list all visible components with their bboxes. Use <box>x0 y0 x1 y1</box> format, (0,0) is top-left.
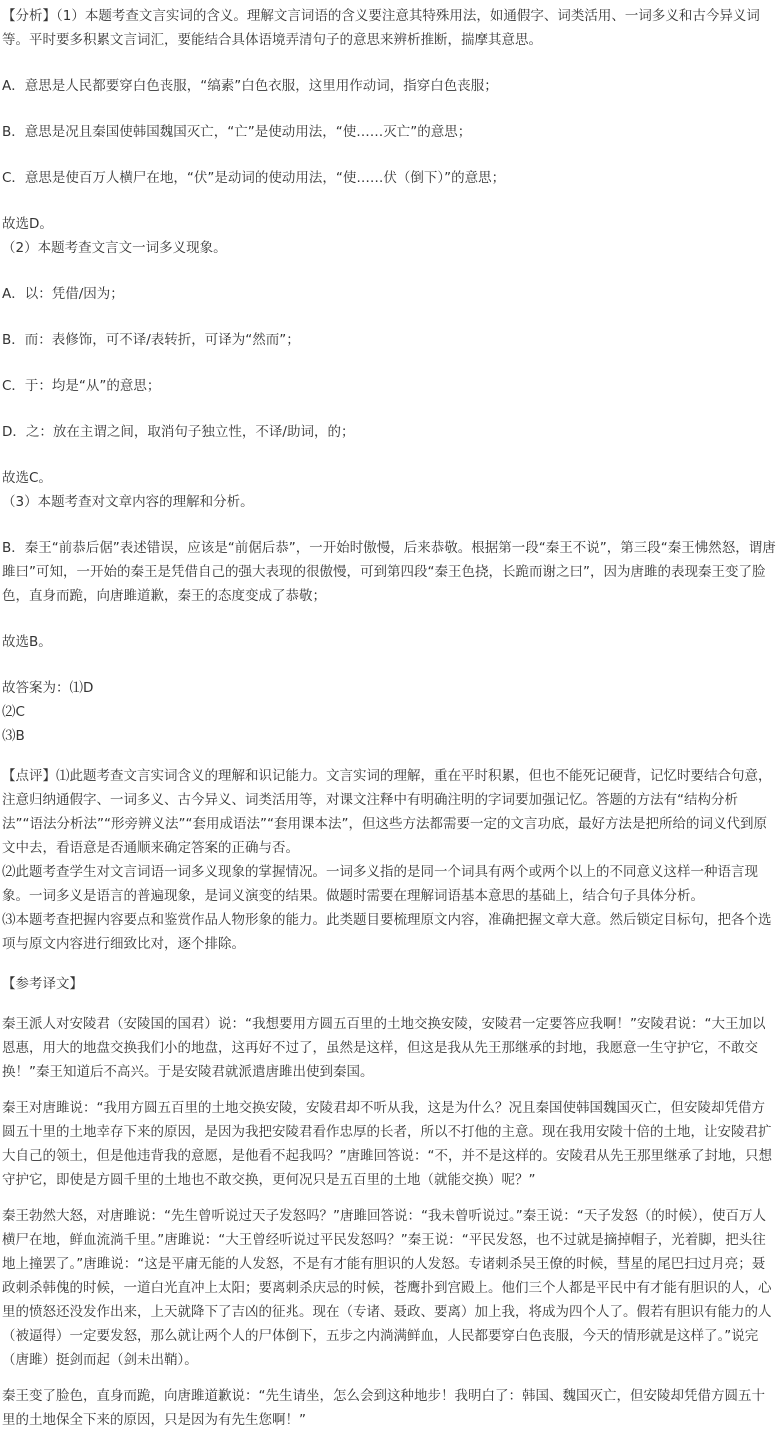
comment-paragraph-1: 【点评】⑴此题考查文言实词含义的理解和识记能力。文言实词的理解，重在平时积累，但也不能死记硬背，记忆时要结合句意，注意归纳通假字、一词多义、古今异义、词类活用等，对课文注释中有明确注明的字词要加强记忆。答题的方法有“结构分析法”“语法分析法”“形旁辨义法”“套用成语法”“套用课本法”，但这些方法都需要一定的文言功底，最好方法是把所给的词义代到原文中去，看语意是否通顺来确定答案的正确与否。 <box>2 768 772 856</box>
q2-option-b: B．而：表修饰，可不译/表转折，可译为“然而”； <box>2 332 300 348</box>
translation-paragraph-4: 秦王变了脸色，直身而跪，向唐雎道歉说：“先生请坐，怎么会到这种地步！我明白了：韩国、魏国灭亡，但安陵却凭借方圆五十里的土地保全下来的原因，只是因为有先生您啊！” <box>2 1388 765 1428</box>
q3-answer: 故选B。 <box>2 634 52 650</box>
q3-option-b: B．秦王“前恭后倨”表述错误，应该是“前倨后恭”，一开始时傲慢，后来恭敬。根据第一段“秦王不说”，第三段“秦王怫然怒，谓唐雎曰”可知，一开始的秦王是凭借自己的强大表现的很傲慢，可到第四段“秦王色挠，长跪而谢之曰”，因为唐雎的表现秦王变了脸色，直身而跪，向唐雎道歉，秦王的态度变成了恭敬； <box>2 540 776 604</box>
translation-paragraph-2: 秦王对唐雎说：“我用方圆五百里的土地交换安陵，安陵君却不听从我，这是为什么？况且秦国使韩国魏国灭亡，但安陵却凭借方圆五十里的土地幸存下来的原因，是因为我把安陵君看作忠厚的长者，所以不打他的主意。现在我用安陵十倍的土地，让安陵君扩大自己的领土，但是他违背我的意愿，是他看不起我吗？”唐雎回答说：“不，并不是这样的。安陵君从先王那里继承了封地，只想守护它，即使是方圆千里的土地也不敢交换，更何况只是五百里的土地（就能交换）呢？” <box>2 1100 772 1188</box>
final-answer-2: ⑵C <box>2 704 25 720</box>
final-answer-3: ⑶B <box>2 728 25 744</box>
final-answer-1: 故答案为：⑴D <box>2 680 94 696</box>
q1-option-c: C．意思是使百万人横尸在地，“伏”是动词的使动用法，“使……伏（倒下）”的意思； <box>2 170 506 186</box>
q1-option-b: B．意思是况且秦国使韩国魏国灭亡，“亡”是使动用法，“使……灭亡”的意思； <box>2 124 472 140</box>
q2-option-d: D．之：放在主谓之间，取消句子独立性，不译/助词，的； <box>2 424 355 440</box>
q3-intro: （3）本题考查对文章内容的理解和分析。 <box>2 494 254 510</box>
comment-paragraph-2: ⑵此题考查学生对文言词语一词多义现象的掌握情况。一词多义指的是同一个词具有两个或两个以上的不同意义这样一种语言现象。一词多义是语言的普遍现象，是词义演变的结果。做题时需要在理解词语基本意思的基础上，结合句子具体分析。 <box>2 864 758 904</box>
translation-paragraph-3: 秦王勃然大怒，对唐雎说：“先生曾听说过天子发怒吗？”唐雎回答说：“我未曾听说过。”秦王说：“天子发怒（的时候），使百万人横尸在地，鲜血流淌千里。”唐雎说：“大王曾经听说过平民发怒吗？”秦王说：“平民发怒，也不过就是摘掉帽子，光着脚，把头往地上撞罢了。”唐雎说：“这是平庸无能的人发怒，不是有才能有胆识的人发怒。专诸刺杀吴王僚的时候，彗星的尾巴扫过月亮；聂政刺杀韩傀的时候，一道白光直冲上太阳；要离刺杀庆忌的时候，苍鹰扑到宫殿上。他们三个人都是平民中有才能有胆识的人，心里的愤怒还没发作出来，上天就降下了吉凶的征兆。现在（专诸、聂政、要离）加上我，将成为四个人了。假若有胆识有能力的人（被逼得）一定要发怒，那么就让两个人的尸体倒下，五步之内淌满鲜血，人民都要穿白色丧服，今天的情形就是这样了。”说完（唐雎）挺剑而起（剑未出鞘）。 <box>2 1208 772 1368</box>
comment-paragraph-3: ⑶本题考查把握内容要点和鉴赏作品人物形象的能力。此类题目要梳理原文内容，准确把握文章大意。然后锁定目标句，把各个选项与原文内容进行细致比对，逐个排除。 <box>2 912 772 952</box>
q1-option-a: A．意思是人民都要穿白色丧服，“缟素”白色衣服，这里用作动词，指穿白色丧服； <box>2 78 498 94</box>
q2-answer: 故选C。 <box>2 470 52 486</box>
q1-answer: 故选D。 <box>2 216 53 232</box>
q2-option-a: A．以：凭借/因为； <box>2 286 124 302</box>
q2-option-c: C．于：均是“从”的意思； <box>2 378 161 394</box>
q2-intro: （2）本题考查文言文一词多义现象。 <box>2 240 227 256</box>
analysis-intro: 【分析】（1）本题考查文言实词的含义。理解文言词语的含义要注意其特殊用法，如通假字、词类活用、一词多义和古今异义词等。平时要多积累文言词汇，要能结合具体语境弄清句子的意思来辨析推断，揣摩其意思。 <box>2 8 760 48</box>
translation-heading: 【参考译文】 <box>2 976 83 992</box>
translation-paragraph-1: 秦王派人对安陵君（安陵国的国君）说：“我想要用方圆五百里的土地交换安陵，安陵君一定要答应我啊！”安陵君说：“大王加以恩惠，用大的地盘交换我们小的地盘，这再好不过了，虽然是这样，但这是我从先王那继承的封地，我愿意一生守护它，不敢交换！”秦王知道后不高兴。于是安陵君就派遣唐雎出使到秦国。 <box>2 1016 766 1080</box>
